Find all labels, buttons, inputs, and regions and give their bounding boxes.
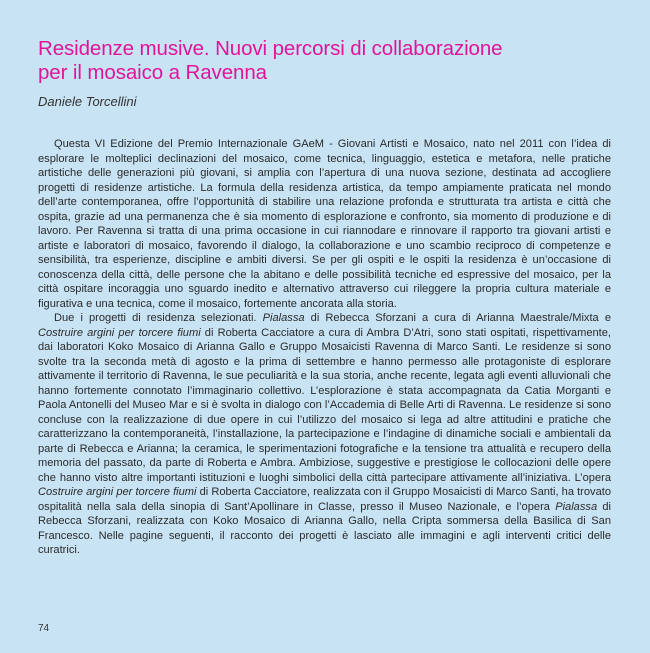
artwork-title-costruire-argini: Costruire argini per torcere fiumi: [38, 486, 197, 498]
paragraph-2-text: di Rebecca Sforzani, realizzata con Koko Mosaico di Arianna Gallo, nella Cripta sommersa della Basilica di San Francesco. Nelle pagine seguenti, il racconto dei progetti è lasciato alle immagini e agli interventi critici delle curatrici.: [38, 500, 612, 556]
paragraph-1: Questa VI Edizione del Premio Internazionale GAeM - Giovani Artisti e Mosaico, nato nel 2011 con l’idea di esplorare le molteplici declinazioni del mosaico, come tecnica, linguaggio, estetica e metafora, nelle pratiche artistiche delle generazioni più giovani, si amplia con l’apertura di una nuova sezione, destinata ad accogliere progetti di residenze artistiche. La formula della residenza artistica, da tempo ampiamente praticata nel mondo dell’arte contemporanea, offre l’opportunità di stabilire una relazione profonda e strutturata tra artista e città che ospita, grazie ad una permanenza che è sia momento di esplorazione e confronto, sia momento di produzione e di lavoro. Per Ravenna si tratta di una prima occasione in cui riannodare e rinnovare il rapporto tra giovani artisti e artiste e laboratori di mosaico, favorendo il dialogo, la collaborazione e uno scambio reciproco di competenze e sensibilità, tra esperienze, discipline e ambiti diversi. Se per gli ospiti e le ospiti la residenza è un’occasione di conoscenza della città, delle persone che la abitano e delle possibilità tecniche ed espressive del mosaico, per la città ospitare incoraggia uno sguardo inedito e alternativo attraverso cui rileggere la propria cultura materiale e figurativa e una tecnica, come il mosaico, fortemente ancorata alla storia.: [38, 138, 611, 310]
artwork-title-pialassa: Pialassa: [262, 312, 305, 324]
artwork-title-pialassa: Pialassa: [555, 500, 598, 513]
paragraph-2-text: Due i progetti di residenza selezionati.: [54, 312, 263, 324]
article-title: [38, 37, 598, 85]
author-name: Daniele Torcellini: [38, 94, 137, 109]
article-body: [38, 137, 611, 558]
paragraph-2-text: di Roberta Cacciatore a cura di Ambra D’Atri, sono stati ospitati, rispettivamente, dai laboratori Koko Mosaico di Arianna Gallo e Gruppo Mosaicisti Ravenna di Marco Santi. Le residenze si sono svolte tra la seconda metà di agosto e la prima di settembre e hanno permesso alle protagoniste di esplorare attivamente il territorio di Ravenna, le sue peculiarità e la sua storia, anche recente, legata agli eventi alluvionali che hanno fortemente connotato l’immaginario collettivo. L’esplorazione è stata accompagnata da Catia Morganti e Paola Antonelli del Museo Mar e si è svolta in dialogo con l’Accademia di Belle Arti di Ravenna. Le residenze si sono concluse con la realizzazione di due opere in cui l’utilizzo del mosaico si lega ad altre attitudini e pratiche che caratterizzano la contemporaneità, l’installazione, la partecipazione e l’indagine di dinamiche sociali e ambientali da parte di Rebecca e Arianna; la ceramica, le sperimentazioni fotografiche e la tensione tra attualità e recupero della memoria del passato, da parte di Roberta e Ambra. Ambiziose, suggestive e prestigiose le collocazioni delle opere che hanno visto altre importanti istituzioni e luoghi simbolici della città partecipare attivamente all’iniziativa. L’opera: [38, 326, 612, 484]
artwork-title-costruire-argini: Costruire argini per torcere fiumi: [38, 326, 201, 339]
paragraph-2: [38, 311, 611, 558]
title-line-1: Residenze musive. Nuovi percorsi di collaborazione: [38, 37, 503, 60]
paragraph-2-text: di Roberta Cacciatore, realizzata con il Gruppo Mosaicisti di Marco Santi, ha trovato ospitalità nella sala della sinopia di Sant’Apollinare in Classe, presso il Museo Nazionale, e l’opera: [38, 486, 611, 513]
page-number: 74: [38, 623, 50, 634]
title-line-2: per il mosaico a Ravenna: [38, 61, 267, 84]
paragraph-2-text: di Rebecca Sforzani a cura di Arianna Maestrale/Mixta e: [304, 312, 611, 324]
